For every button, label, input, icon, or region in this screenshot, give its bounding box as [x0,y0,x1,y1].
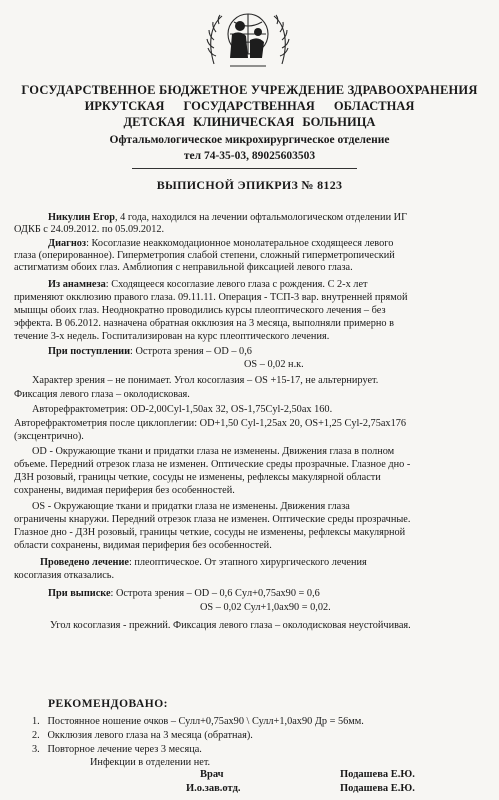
org-name-line-3: ДЕТСКАЯ КЛИНИЧЕСКАЯ БОЛЬНИЦА [123,115,376,129]
anamnesis-text: мышцы обоих глаз. Неоднократно проводились курсы плеоптического лечения – без [14,305,386,316]
autorefractometry: Авторефрактометрия: OD-2,00Cyl-1,50ax 32, OS-1,75Cyl-2,50ax 160. [32,404,333,415]
anamnesis-text: течение 3-х недель. Госпитализирован на курс плеоптического лечения. [14,331,330,342]
recommendations-title: РЕКОМЕНДОВАНО: [48,698,169,710]
head-name: Подашева Е.Ю. [340,783,415,794]
head-role: И.о.зав.отд. [186,783,241,794]
doctor-name: Подашева Е.Ю. [340,769,415,780]
admission-text: Фиксация левого глаза – околодисковая. [14,389,190,400]
diagnosis-label: Диагноз [48,238,87,249]
od-text: OD - Окружающие ткани и придатки глаза не изменены. Движения глаза в полном [32,446,395,457]
doctor-role: Врач [200,769,224,780]
anamnesis-text: применяют окклюзию правого глаза. 09.11.11. Операция - ТСП-3 вар. внутренней прямой [14,292,408,303]
od-text: объеме. Передний отрезок глаза не изменен. Оптические среды прозрачные. Глазное дно - [14,459,411,470]
header-divider [132,168,357,169]
recommendation-item: 2. Окклюзия левого глаза на 3 месяца (обратная). [32,730,253,741]
admission-text: (эксцентрично). [14,431,84,442]
recommendation-item: 1. Постоянное ношение очков – Сулл+0,75ax90 \ Сулл+1,0ax90 Др = 56мм. [32,716,364,727]
anamnesis-text: эффекта. В 06.2012. назначена обратная окклюзия на 3 месяца, выполняли примерно в [14,318,394,329]
diagnosis-text: глаза (оперированное). Гиперметропия слабой степени, сложный гиперметропический [14,250,395,261]
discharge-label: При выписке [48,588,111,599]
recommendation-item: 3. Повторное лечение через 3 месяца. [32,744,202,755]
discharge-text: Угол косоглазия - прежний. Фиксация левого глаза – околодисковая неустойчивая. [50,620,411,631]
infections-note: Инфекции в отделении нет. [90,757,211,768]
patient-name: Никулин Егор [48,212,115,223]
admission-line: При поступлении: Острота зрения – OD – 0,6 [48,346,252,357]
autorefractometry-cycloplegia: Авторефрактометрия после циклоплегии: OD+1,50 Cyl-1,25ax 20, OS+1,25 Cyl-2,75ax176 [14,418,407,429]
treatment-label: Проведено лечение [40,557,129,568]
diagnosis-line: Диагноз: Косоглазие неаккомодационное монолатеральное сходящееся левого [48,238,394,249]
os-text: области сохранены, видимая периферия без особенностей. [14,540,272,551]
document-title: ВЫПИСНОЙ ЭПИКРИЗ № 8123 [156,178,343,192]
diagnosis-text: астигматизм обоих глаз. Амблиопия с неправильной фиксацией левого глаза. [14,262,353,273]
admission-label: При поступлении [48,346,131,357]
os-text: OS - Окружающие ткани и придатки глаза не изменены. Движения глаза [32,501,350,512]
org-name-line-2: ИРКУТСКАЯ ГОСУДАРСТВЕННАЯ ОБЛАСТНАЯ [84,99,415,113]
stay-dates: ОДКБ с 24.09.2012. по 05.09.2012. [14,224,165,235]
hospital-logo [200,4,296,78]
department-name: Офтальмологическое микрохирургическое отделение [109,134,390,146]
od-text: сохранены, видимая периферия без особенностей. [14,485,235,496]
os-text: ограничены кнаружи. Передний отрезок глаза не изменен. Оптические среды прозрачные. [14,514,411,525]
treatment-text: косоглазия отказались. [14,570,115,581]
admission-text: Характер зрения – не понимает. Угол косоглазия – OS +15-17, не альтернирует. [32,375,379,386]
anamnesis-line: Из анамнеза: Сходящееся косоглазие левого глаза с рождения. С 2-х лет [48,279,368,290]
patient-line: Никулин Егор, 4 года, находился на лечении офтальмологическом отделении ИГ [48,212,408,223]
org-name-line-1: ГОСУДАРСТВЕННОЕ БЮДЖЕТНОЕ УЧРЕЖДЕНИЕ ЗДРАВООХРАНЕНИЯ [21,83,478,97]
os-text: Глазное дно - ДЗН розовый, границы четкие, сосуды не изменены, рефлексы макулярной [14,527,406,538]
discharge-os: OS – 0,02 Сул+1,0ax90 = 0,02. [200,602,331,613]
od-text: ДЗН розовый, границы четкие, сосуды не изменены, рефлексы макулярной области [14,472,381,483]
treatment-line: Проведено лечение: плеоптическое. От этапного хирургического лечения [40,557,367,568]
anamnesis-label: Из анамнеза [48,279,106,290]
phone-numbers: тел 74-35-03, 89025603503 [183,150,316,162]
admission-os: OS – 0,02 н.к. [244,359,304,370]
discharge-line: При выписке: Острота зрения – OD – 0,6 Cyл+0,75ax90 = 0,6 [48,588,320,599]
